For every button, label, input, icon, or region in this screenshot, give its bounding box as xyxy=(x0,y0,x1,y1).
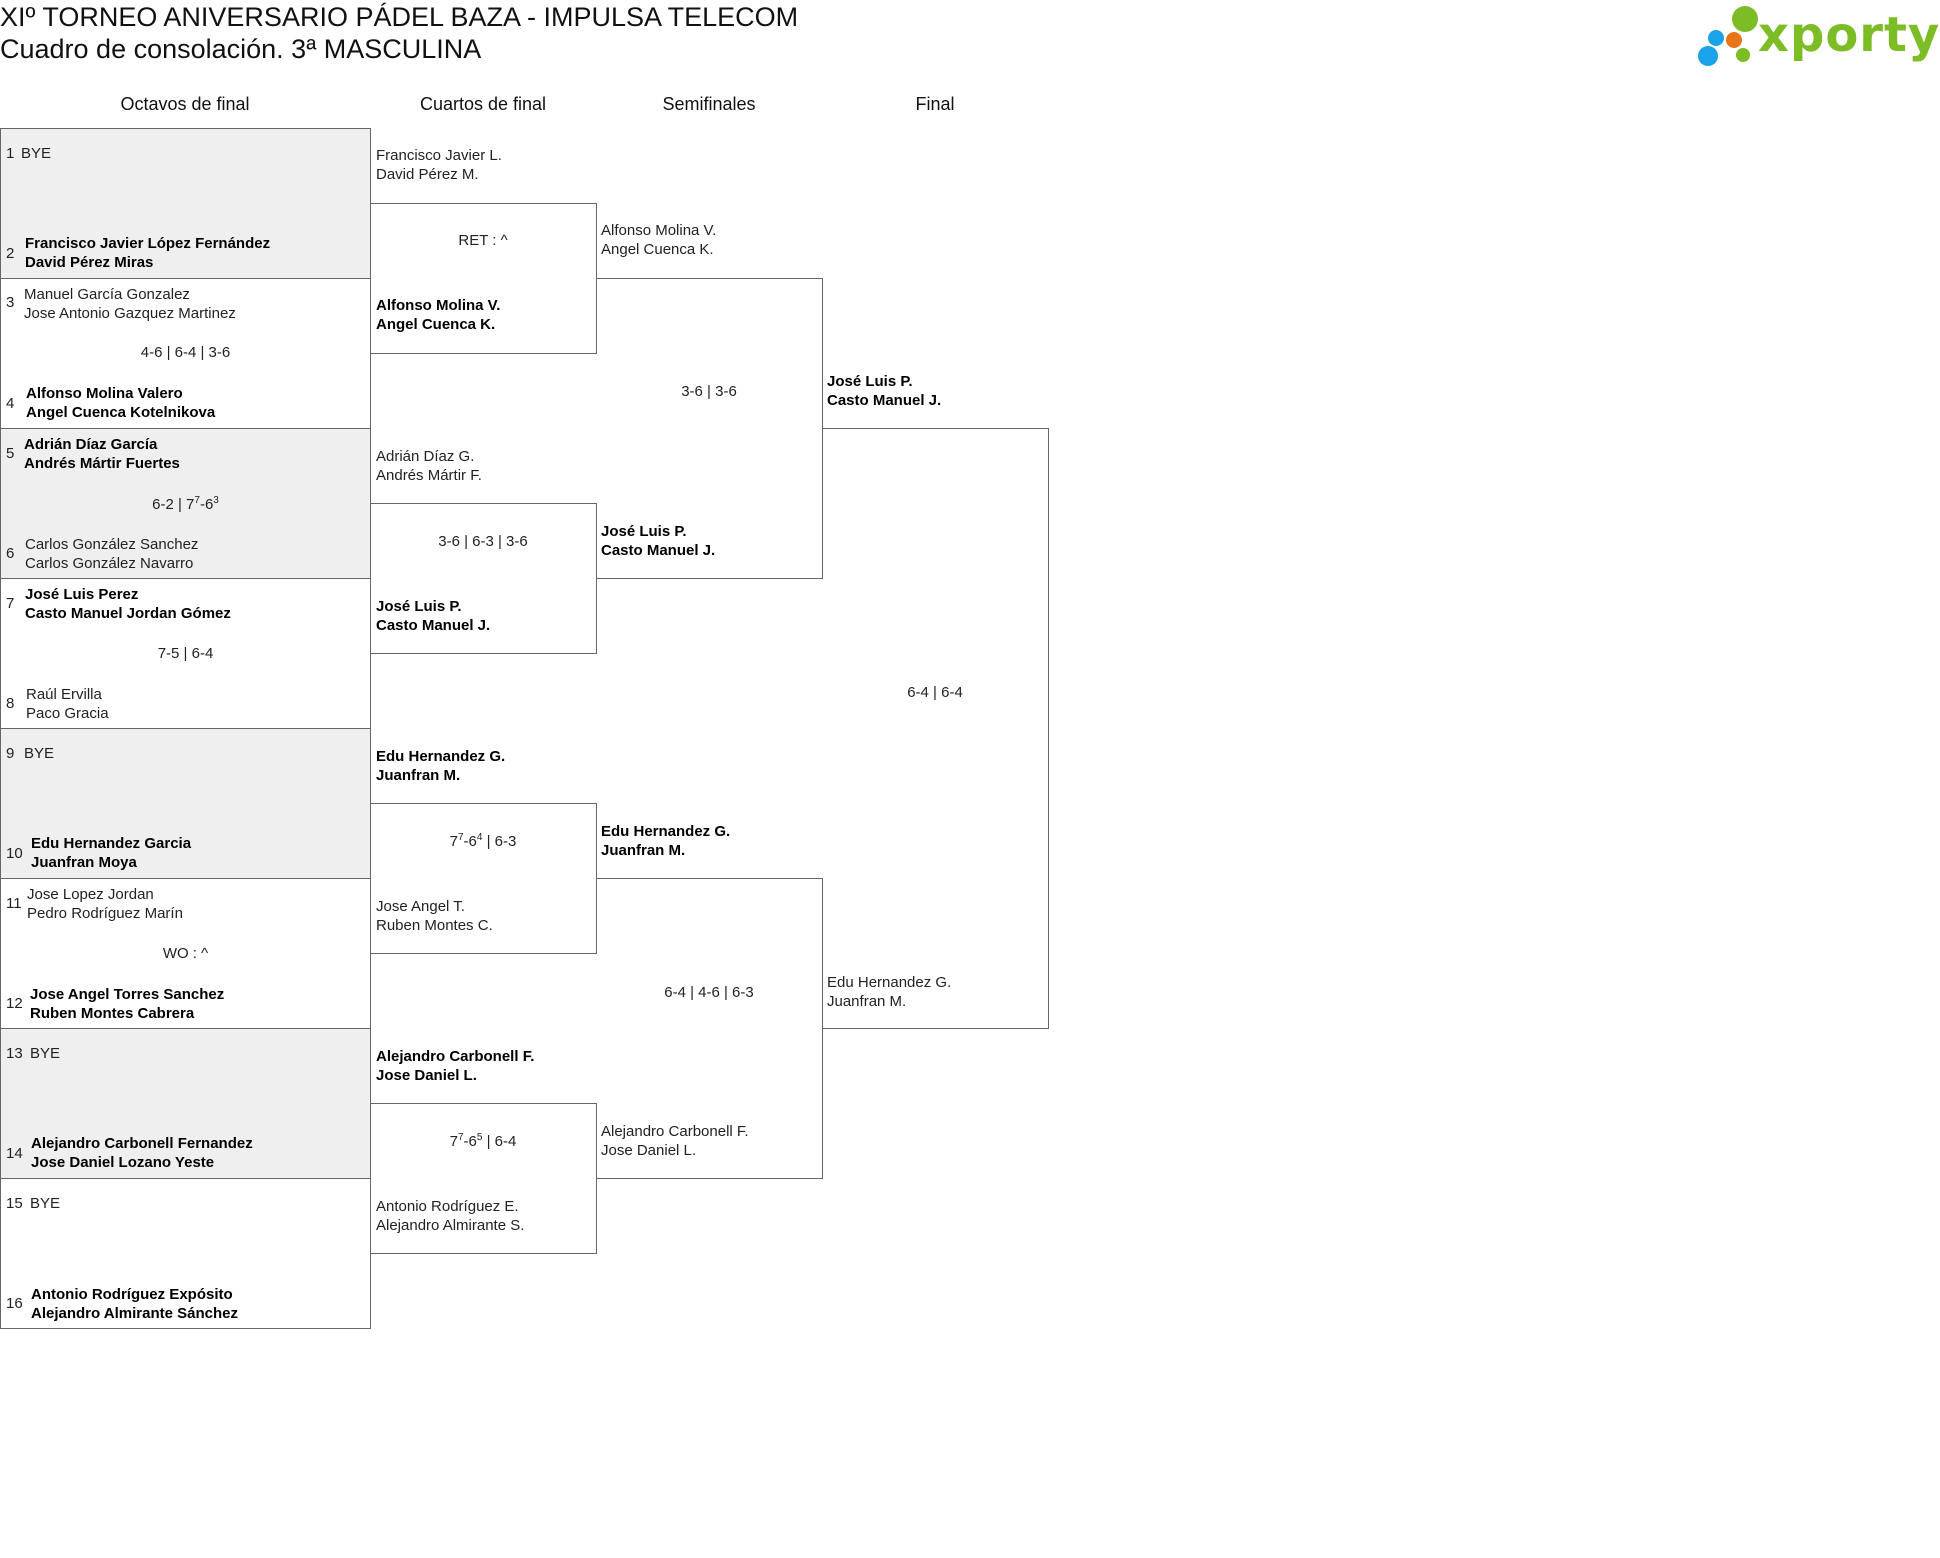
score-part: | 6-4 xyxy=(482,1133,517,1150)
player-name: Angel Cuenca K. xyxy=(601,241,714,258)
player-name: Francisco Javier López Fernández xyxy=(25,235,271,252)
player-name: Jose Angel Torres Sanchez xyxy=(30,986,225,1003)
match-score: 3-6 | 3-6 xyxy=(681,383,737,400)
team-entry xyxy=(27,885,183,923)
seed-5: 5 xyxy=(6,445,15,462)
score-part: | 6-3 xyxy=(482,833,517,850)
player-name: José Luis P. xyxy=(827,373,913,390)
team-entry xyxy=(24,435,180,473)
player-name: Andrés Mártir F. xyxy=(376,467,482,484)
player-name: Ruben Montes C. xyxy=(376,917,493,934)
tiebreak-sup: 7 xyxy=(194,495,200,506)
player-name: Edu Hernandez G. xyxy=(601,823,731,840)
seed-1: 1 xyxy=(6,145,15,162)
match-score: 7-5 | 6-4 xyxy=(157,645,214,662)
player-name: Andrés Mártir Fuertes xyxy=(24,455,180,472)
player-name: Adrián Díaz G. xyxy=(376,448,475,465)
player-name: José Luis P. xyxy=(601,523,687,540)
player-name: Alfonso Molina V. xyxy=(376,297,501,314)
player-name: José Luis Perez xyxy=(25,586,139,603)
player-name: Casto Manuel J. xyxy=(601,542,716,559)
player-name: David Pérez M. xyxy=(376,166,479,183)
seed-12: 12 xyxy=(6,995,23,1012)
tiebreak-sup: 5 xyxy=(476,1132,483,1143)
seed-2: 2 xyxy=(6,245,15,262)
score-part: -6 xyxy=(463,833,477,850)
seed-4: 4 xyxy=(6,395,15,412)
logo-dot-green xyxy=(1732,6,1758,32)
team-entry xyxy=(827,372,941,410)
tiebreak-sup: 3 xyxy=(213,495,219,506)
player-name: Jose Antonio Gazquez Martinez xyxy=(24,305,236,322)
tiebreak-sup: 7 xyxy=(457,832,464,843)
score-part: 7 xyxy=(449,833,458,850)
match-score xyxy=(370,833,596,850)
tournament-title: XIº TORNEO ANIVERSARIO PÁDEL BAZA - IMPULSA TELECOM xyxy=(0,2,799,32)
player-name: Edu Hernandez G. xyxy=(827,974,952,991)
player-name: Jose Daniel L. xyxy=(376,1067,477,1084)
logo-dot-green-small xyxy=(1736,48,1750,62)
player-name: Edu Hernandez Garcia xyxy=(31,835,192,852)
seed-8: 8 xyxy=(6,695,15,712)
seed-6: 6 xyxy=(6,545,15,562)
team-entry xyxy=(25,535,198,573)
bye-label: BYE xyxy=(24,745,55,762)
team-entry xyxy=(376,597,490,635)
team-entry xyxy=(376,747,505,785)
player-name: Jose Angel T. xyxy=(376,898,465,915)
player-name: Francisco Javier L. xyxy=(376,147,502,164)
team-entry xyxy=(827,973,951,1011)
score-part: -6 xyxy=(199,496,214,513)
player-name: Angel Cuenca K. xyxy=(376,316,496,333)
player-name: Juanfran M. xyxy=(601,842,686,859)
player-name: Casto Manuel Jordan Gómez xyxy=(25,605,231,622)
seed-11: 11 xyxy=(6,895,22,912)
player-name: Angel Cuenca Kotelnikova xyxy=(26,404,216,421)
score-part: 6-2 | 7 xyxy=(152,496,195,513)
team-entry xyxy=(376,1197,524,1235)
player-name: Juanfran M. xyxy=(827,993,907,1010)
player-name: Alfonso Molina Valero xyxy=(26,385,183,402)
team-entry xyxy=(25,234,270,272)
score-part: -6 xyxy=(463,1133,477,1150)
tiebreak-sup: 7 xyxy=(457,1132,464,1143)
player-name: Antonio Rodríguez Expósito xyxy=(31,1286,233,1303)
round-header-octavos: Octavos de final xyxy=(120,94,250,114)
player-name: Antonio Rodríguez E. xyxy=(376,1198,519,1215)
match-score: 3-6 | 6-3 | 3-6 xyxy=(438,533,528,550)
player-name: Adrián Díaz García xyxy=(24,436,158,453)
match-score: 6-4 | 6-4 xyxy=(907,684,963,701)
round-header-cuartos: Cuartos de final xyxy=(419,94,547,114)
team-entry xyxy=(26,685,109,723)
player-name: Alfonso Molina V. xyxy=(601,222,717,239)
player-name: Manuel García Gonzalez xyxy=(24,286,190,303)
player-name: Alejandro Almirante S. xyxy=(376,1217,525,1234)
team-entry xyxy=(31,834,191,872)
player-name: Edu Hernandez G. xyxy=(376,748,506,765)
match-score xyxy=(0,496,371,513)
player-name: Alejandro Carbonell Fernandez xyxy=(31,1135,253,1152)
seed-14: 14 xyxy=(6,1145,23,1162)
team-entry xyxy=(376,447,482,485)
player-name: Pedro Rodríguez Marín xyxy=(27,905,183,922)
team-entry xyxy=(601,822,730,860)
logo-dot-orange xyxy=(1726,32,1742,48)
score-part: 7 xyxy=(449,1133,458,1150)
bye-label: BYE xyxy=(30,1195,61,1212)
player-name: David Pérez Miras xyxy=(25,254,154,271)
team-entry xyxy=(376,146,502,184)
player-name: Jose Lopez Jordan xyxy=(27,886,154,903)
seed-7: 7 xyxy=(6,595,15,612)
player-name: Casto Manuel J. xyxy=(376,617,491,634)
player-name: Carlos González Sanchez xyxy=(25,536,199,553)
seed-10: 10 xyxy=(6,845,23,862)
team-entry xyxy=(376,1047,534,1085)
player-name: Jose Daniel Lozano Yeste xyxy=(31,1154,215,1171)
team-entry xyxy=(601,221,716,259)
logo-dot-blue xyxy=(1698,46,1718,66)
match-score xyxy=(370,1133,596,1150)
team-entry xyxy=(25,585,231,623)
player-name: Alejandro Carbonell F. xyxy=(376,1048,535,1065)
player-name: Juanfran M. xyxy=(376,767,461,784)
seed-3: 3 xyxy=(6,294,15,311)
match-score: 4-6 | 6-4 | 3-6 xyxy=(140,344,231,361)
team-entry xyxy=(31,1134,253,1172)
seed-15: 15 xyxy=(6,1195,23,1212)
team-entry xyxy=(31,1285,238,1323)
tiebreak-sup: 4 xyxy=(476,832,483,843)
match-score: WO : ^ xyxy=(162,945,209,962)
team-entry xyxy=(24,285,236,323)
round-header-semifinales: Semifinales xyxy=(662,94,756,114)
player-name: Juanfran Moya xyxy=(31,854,137,871)
team-entry xyxy=(30,985,224,1023)
match-score: RET : ^ xyxy=(458,232,508,249)
bye-label: BYE xyxy=(21,145,52,162)
logo-dot-blue-small xyxy=(1708,30,1724,46)
team-entry xyxy=(601,522,715,560)
team-entry xyxy=(376,296,500,334)
seed-13: 13 xyxy=(6,1045,23,1062)
player-name: Alejandro Carbonell F. xyxy=(601,1123,749,1140)
team-entry xyxy=(376,897,493,935)
player-name: Raúl Ervilla xyxy=(26,686,102,703)
seed-16: 16 xyxy=(6,1295,23,1312)
draw-subtitle: Cuadro de consolación. 3ª MASCULINA xyxy=(0,34,482,64)
player-name: Ruben Montes Cabrera xyxy=(30,1005,195,1022)
player-name: José Luis P. xyxy=(376,598,462,615)
bye-label: BYE xyxy=(30,1045,61,1062)
xporty-logo[interactable] xyxy=(1696,2,1940,68)
player-name: Casto Manuel J. xyxy=(827,392,942,409)
round-header-final: Final xyxy=(915,94,955,114)
player-name: Paco Gracia xyxy=(26,705,109,722)
team-entry xyxy=(26,384,215,422)
match-score: 6-4 | 4-6 | 6-3 xyxy=(664,984,754,1001)
player-name: Jose Daniel L. xyxy=(601,1142,697,1159)
player-name: Carlos González Navarro xyxy=(25,555,194,572)
logo-wordmark: xporty xyxy=(1758,7,1940,63)
seed-9: 9 xyxy=(6,745,15,762)
player-name: Alejandro Almirante Sánchez xyxy=(31,1305,238,1322)
team-entry xyxy=(601,1122,749,1160)
final-match xyxy=(822,428,1049,1029)
